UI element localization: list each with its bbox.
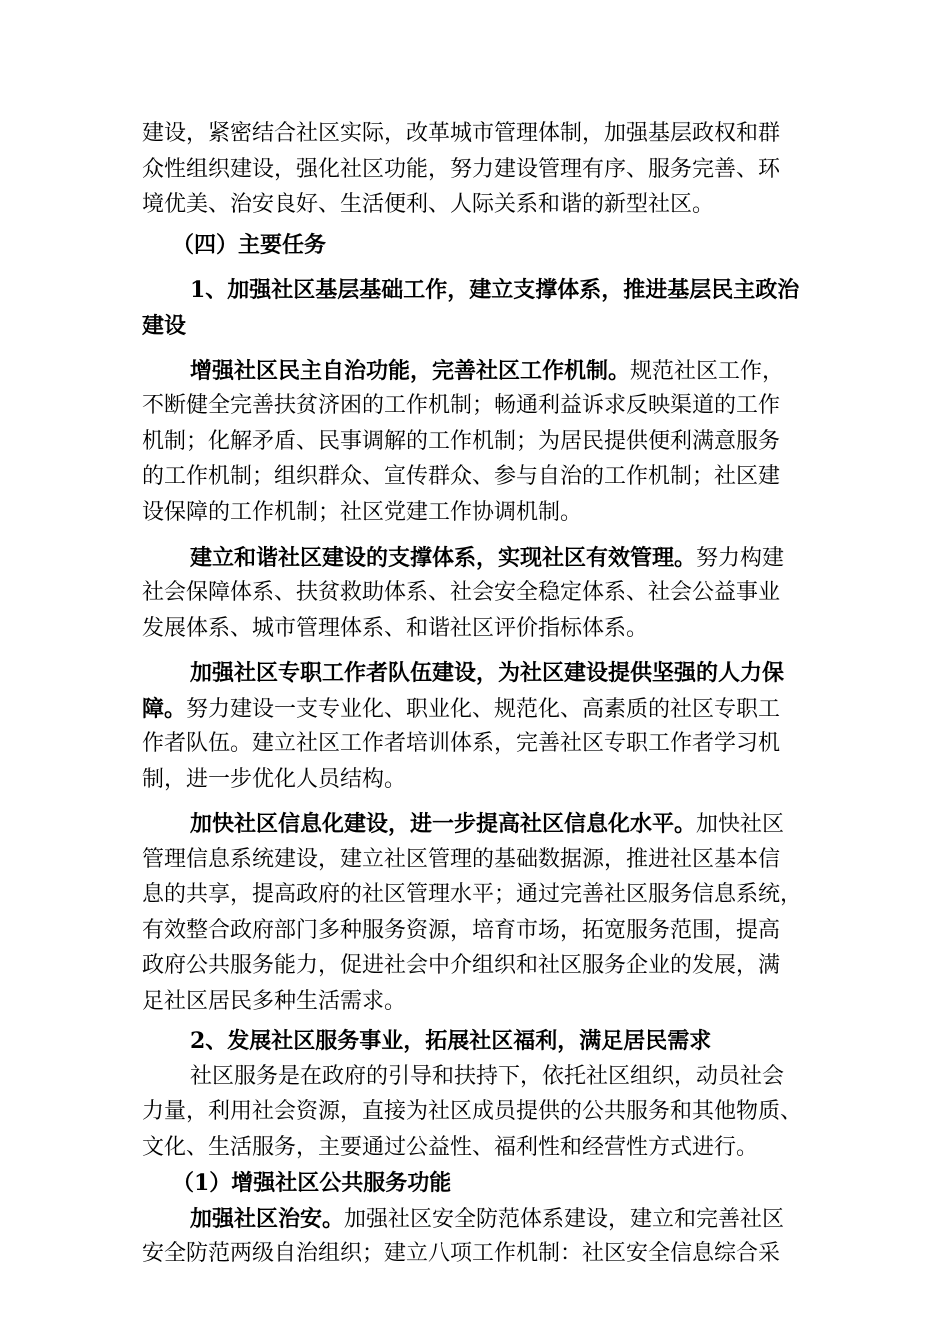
paragraph-lead: 加快社区信息化建设，进一步提高社区信息化水平。加快社区 — [190, 811, 785, 837]
subsection-heading: （1）增强社区公共服务功能 — [172, 1170, 452, 1196]
paragraph-lead: 加强社区专职工作者队伍建设，为社区建设提供坚强的人力保 — [190, 660, 785, 686]
section-heading: （四）主要任务 — [172, 232, 327, 258]
subsection-heading: 建设 — [142, 313, 187, 339]
text-line: 众性组织建设，强化社区功能，努力建设管理有序、服务完善、环 — [142, 157, 781, 182]
text-line: 安全防范两级自治组织；建立八项工作机制：社区安全信息综合采 — [142, 1241, 781, 1266]
text-line: 管理信息系统建设，建立社区管理的基础数据源，推进社区基本信 — [142, 847, 781, 872]
subsection-heading: 1、加强社区基层基础工作，建立支撑体系，推进基层民主政治 — [190, 277, 800, 303]
text-line: 息的共享，提高政府的社区管理水平；通过完善社区服务信息系统， — [142, 882, 803, 907]
text-line: 不断健全完善扶贫济困的工作机制；畅通利益诉求反映渠道的工作 — [142, 393, 781, 418]
text-line: 障。努力建设一支专业化、职业化、规范化、高素质的社区专职工 — [142, 696, 781, 722]
text-line: 设保障的工作机制；社区党建工作协调机制。 — [142, 500, 583, 525]
text-line: 文化、生活服务，主要通过公益性、福利性和经营性方式进行。 — [142, 1135, 759, 1160]
text-line: 足社区居民多种生活需求。 — [142, 989, 407, 1014]
text-line: 的工作机制；组织群众、宣传群众、参与自治的工作机制；社区建 — [142, 464, 781, 489]
subsection-heading: 2、发展社区服务事业，拓展社区福利，满足居民需求 — [190, 1028, 712, 1054]
paragraph-lead: 加强社区治安。加强社区安全防范体系建设，建立和完善社区 — [190, 1206, 785, 1232]
paragraph-lead: 社区服务是在政府的引导和扶持下，依托社区组织，动员社会 — [190, 1064, 785, 1089]
text-line: 有效整合政府部门多种服务资源，培育市场，拓宽服务范围，提高 — [142, 918, 781, 943]
paragraph-lead: 增强社区民主自治功能，完善社区工作机制。规范社区工作， — [190, 358, 785, 384]
text-line: 作者队伍。建立社区工作者培训体系，完善社区专职工作者学习机 — [142, 731, 781, 756]
text-line: 政府公共服务能力，促进社会中介组织和社区服务企业的发展，满 — [142, 953, 781, 978]
text-line: 制，进一步优化人员结构。 — [142, 767, 407, 792]
text-line: 建设，紧密结合社区实际，改革城市管理体制，加强基层政权和群 — [142, 121, 781, 146]
text-line: 社会保障体系、扶贫救助体系、社会安全稳定体系、社会公益事业 — [142, 580, 781, 605]
paragraph-lead: 建立和谐社区建设的支撑体系，实现社区有效管理。努力构建 — [190, 545, 785, 571]
text-line: 境优美、治安良好、生活便利、人际关系和谐的新型社区。 — [142, 192, 715, 217]
text-line: 机制；化解矛盾、民事调解的工作机制；为居民提供便利满意服务 — [142, 429, 781, 454]
text-line: 力量，利用社会资源，直接为社区成员提供的公共服务和其他物质、 — [142, 1099, 803, 1124]
text-line: 发展体系、城市管理体系、和谐社区评价指标体系。 — [142, 616, 649, 641]
